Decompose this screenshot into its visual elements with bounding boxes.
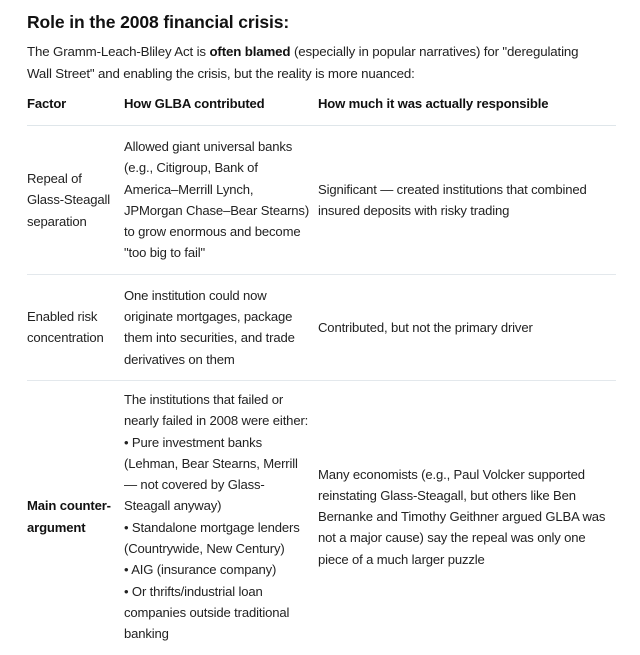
cell-contribution bbox=[124, 380, 318, 654]
cell-factor: Enabled risk concentration bbox=[27, 274, 124, 380]
intro-text-end: (especially in popular narratives) for "deregulating Wall Street" and enabling the crisis, but the reality is more nuanced: bbox=[27, 44, 579, 81]
contribution-bullet: • Standalone mortgage lenders (Countrywide, New Century) bbox=[124, 519, 300, 557]
column-header-factor: Factor bbox=[27, 93, 124, 126]
table-row bbox=[27, 380, 616, 654]
table-row bbox=[27, 274, 616, 380]
contribution-bullet: • AIG (insurance company) bbox=[124, 562, 277, 578]
contribution-bullet: • Or thrifts/industrial loan companies outside traditional banking bbox=[124, 583, 290, 642]
cell-contribution: Allowed giant universal banks (e.g., Citigroup, Bank of America–Merrill Lynch, JPMorgan Chase–Bear Stearns) to grow enormous and become "too big to fail" bbox=[124, 126, 318, 275]
cell-responsibility: Significant — created institutions that combined insured deposits with risky trading bbox=[318, 126, 616, 275]
cell-responsibility: Contributed, but not the primary driver bbox=[318, 274, 616, 380]
cell-factor: Main counter-argument bbox=[27, 498, 111, 535]
section-heading: Role in the 2008 financial crisis: bbox=[27, 12, 290, 32]
table-row bbox=[27, 126, 616, 275]
cell-responsibility: Many economists (e.g., Paul Volcker supported reinstating Glass-Steagall, but others like Ben Bernanke and Timothy Geithner argued GLBA was not a major cause) say the repeal was only one piece of a much larger puzzle bbox=[318, 466, 606, 567]
column-header-contribution: How GLBA contributed bbox=[124, 93, 318, 126]
cell-contribution: One institution could now originate mortgages, package them into securities, and trade derivatives on them bbox=[124, 274, 318, 380]
cell-factor: Repeal of Glass-Steagall separation bbox=[27, 126, 124, 275]
column-header-responsibility: How much it was actually responsible bbox=[318, 93, 616, 126]
table-header-row bbox=[27, 93, 616, 126]
contribution-bullet: • Pure investment banks (Lehman, Bear Stearns, Merrill — not covered by Glass-Steagall anyway) bbox=[124, 434, 298, 514]
contribution-line: The institutions that failed or nearly failed in 2008 were either: bbox=[124, 391, 309, 429]
intro-paragraph bbox=[27, 41, 602, 85]
intro-emphasis: often blamed bbox=[209, 44, 291, 59]
glba-responsibility-table bbox=[27, 93, 616, 655]
intro-text-start: The Gramm-Leach-Bliley Act is bbox=[27, 44, 210, 59]
